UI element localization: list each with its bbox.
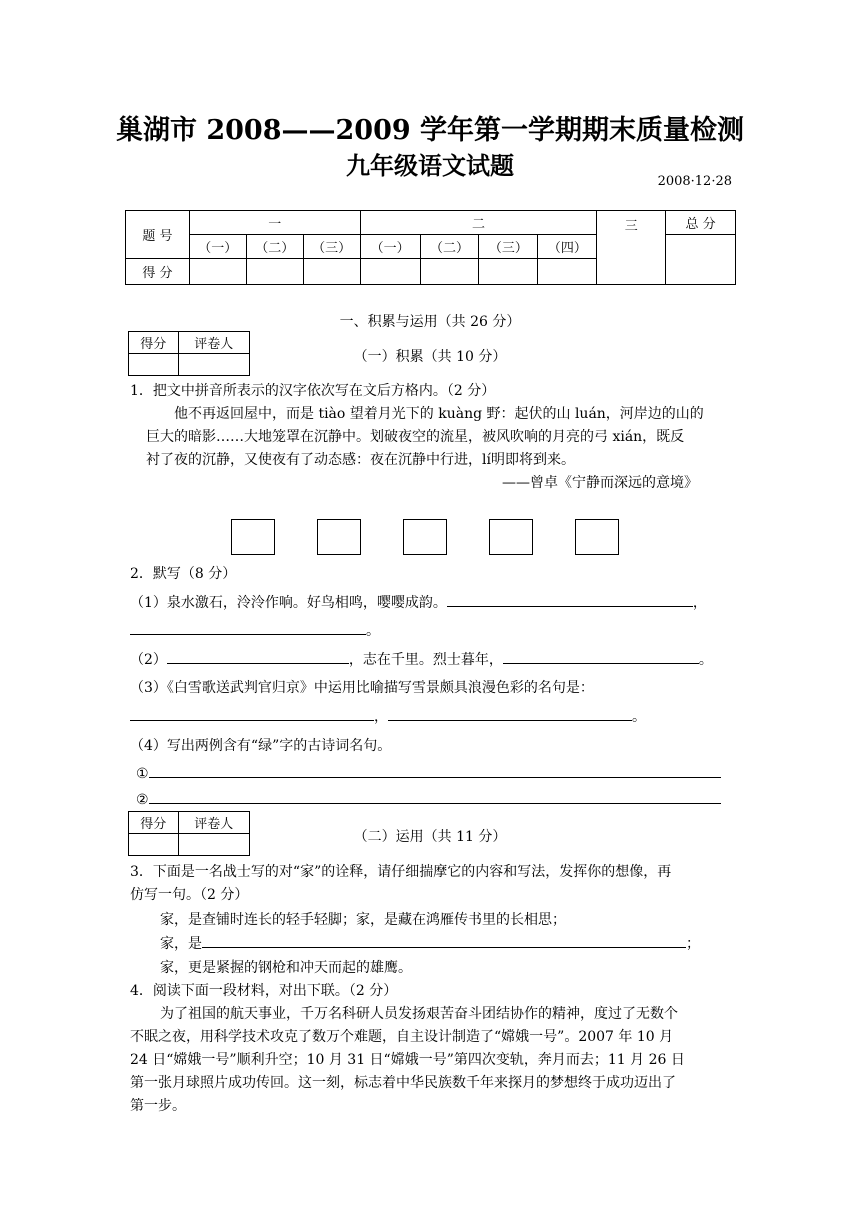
answer-blank[interactable] (149, 789, 721, 804)
score-cell[interactable] (420, 259, 479, 285)
question-3-stem: 3．下面是一名战士写的对“家”的诠释，请仔细揣摩它的内容和写法，发挥你的想像，再 (130, 864, 672, 880)
question-2-item-4-answer-2 (136, 789, 721, 808)
punctuation: 。 (366, 623, 380, 639)
grader-name-label: 评卷人 (178, 812, 249, 834)
total-score-cell[interactable] (666, 235, 736, 285)
section-one-sub-3: （三） (303, 235, 360, 259)
item-text: ，志在千里。烈士暮年， (348, 652, 503, 668)
section-two-sub-2: （二） (420, 235, 479, 259)
punctuation: 。 (698, 652, 713, 668)
question-3-example: 家，是查铺时连长的轻手轻脚；家，是藏在鸿雁传书里的长相思； (160, 912, 566, 928)
question-4-paragraph: 第一张月球照片成功传回。这一刻，标志着中华民族数千年来探月的梦想终于成功迈出了 (130, 1075, 676, 1091)
question-3-stem: 仿写一句。（2 分） (130, 887, 249, 903)
item-text: （2） (130, 652, 167, 668)
punctuation: ， (374, 709, 388, 725)
question-number-label: 题 号 (126, 211, 190, 259)
exam-date: 2008·12·28 (657, 174, 732, 189)
answer-blank[interactable] (503, 649, 699, 664)
answer-blank[interactable] (388, 706, 632, 721)
question-1-paragraph: 巨大的暗影……大地笼罩在沉静中。划破夜空的流星，被风吹响的月亮的弓 xián，既反 (146, 429, 685, 445)
answer-blank[interactable] (149, 763, 721, 778)
question-4-paragraph: 为了祖国的航天事业，千万名科研人员发扬艰苦奋斗团结协作的精神，度过了无数个 (160, 1006, 678, 1022)
page-title: 巢湖市 2008——2009 学年第一学期期末质量检测 (115, 115, 745, 146)
score-table (125, 210, 736, 285)
score-cell[interactable] (360, 259, 420, 285)
answer-box[interactable] (317, 519, 361, 555)
grader-score-label: 得分 (129, 332, 179, 354)
score-row-label: 得 分 (126, 259, 190, 285)
section-two-sub-1: （一） (360, 235, 420, 259)
question-2-item-4-answer-1 (136, 763, 721, 782)
section-heading-application: （二）运用（共 11 分） (353, 829, 507, 845)
question-3-answer-line (160, 933, 700, 953)
question-2-item-2 (130, 649, 713, 669)
answer-blank[interactable] (130, 620, 366, 635)
total-score-header: 总 分 (666, 211, 736, 235)
question-2-stem: 2．默写（8 分） (130, 566, 237, 582)
answer-box[interactable] (575, 519, 619, 555)
punctuation: ， (692, 595, 707, 611)
grader-name-label: 评卷人 (178, 332, 249, 354)
question-1-stem: 1．把文中拼音所表示的汉字依次写在文后方格内。（2 分） (130, 383, 496, 399)
section-two-header: 二 (360, 211, 597, 235)
answer-blank[interactable] (447, 592, 693, 607)
answer-box[interactable] (489, 519, 533, 555)
question-2-item-4: （4）写出两例含有“绿”字的古诗词名句。 (130, 738, 392, 754)
grader-score-label: 得分 (129, 812, 179, 834)
answer-blank[interactable] (130, 706, 374, 721)
question-2-item-1-continued (130, 620, 380, 640)
punctuation: 。 (632, 709, 646, 725)
question-4-paragraph: 不眠之夜，用科学技术攻克了数万个难题，自主设计制造了“嫦娥一号”。2007 年 10 月 (130, 1029, 674, 1045)
circled-number-1: ① (136, 766, 149, 782)
question-1-paragraph: 他不再返回屋中，而是 tiào 望着月光下的 kuàng 野：起伏的山 luán，河岸边的山的 (174, 406, 704, 422)
question-1-paragraph: 衬了夜的沉静，又使夜有了动态感：夜在沉静中行进，lí明即将到来。 (146, 452, 575, 468)
score-cell[interactable] (538, 259, 597, 285)
score-cell[interactable] (479, 259, 538, 285)
question-2-item-1 (130, 592, 707, 612)
answer-blank[interactable] (167, 649, 349, 664)
question-2-item-3: （3）《白雪歌送武判官归京》中运用比喻描写雪景颇具浪漫色彩的名句是： (130, 680, 594, 696)
section-two-sub-4: （四） (538, 235, 597, 259)
section-heading-accumulation: （一）积累（共 10 分） (353, 349, 507, 365)
punctuation: ； (686, 936, 700, 952)
question-3-example: 家，更是紧握的钢枪和冲天而起的雄鹰。 (160, 960, 412, 976)
section-one-header: 一 (189, 211, 360, 235)
question-2-item-3-answer (130, 706, 646, 726)
answer-blank[interactable] (202, 933, 686, 948)
question-1-source: ——曾卓《宁静而深远的意境》 (502, 475, 698, 491)
answer-box[interactable] (231, 519, 275, 555)
section-two-sub-3: （三） (479, 235, 538, 259)
score-cell[interactable] (246, 259, 303, 285)
question-4-paragraph: 第一步。 (130, 1098, 186, 1114)
section-three-header: 三 (597, 211, 666, 285)
section-one-sub-1: （一） (189, 235, 246, 259)
question-4-stem: 4．阅读下面一段材料，对出下联。（2 分） (130, 983, 398, 999)
score-cell[interactable] (189, 259, 246, 285)
question-4-paragraph: 24 日“嫦娥一号”顺利升空；10 月 31 日“嫦娥一号”第四次变轨，奔月而去；11 月 26 日 (130, 1052, 685, 1068)
circled-number-2: ② (136, 792, 149, 808)
answer-box[interactable] (403, 519, 447, 555)
section-one-sub-2: （二） (246, 235, 303, 259)
item-text: （1）泉水激石，泠泠作响。好鸟相鸣，嘤嘤成韵。 (130, 595, 447, 611)
page-subtitle: 九年级语文试题 (346, 151, 514, 180)
score-cell[interactable] (303, 259, 360, 285)
item-text: 家，是 (160, 936, 202, 952)
part-one-heading: 一、积累与运用（共 26 分） (339, 314, 521, 330)
